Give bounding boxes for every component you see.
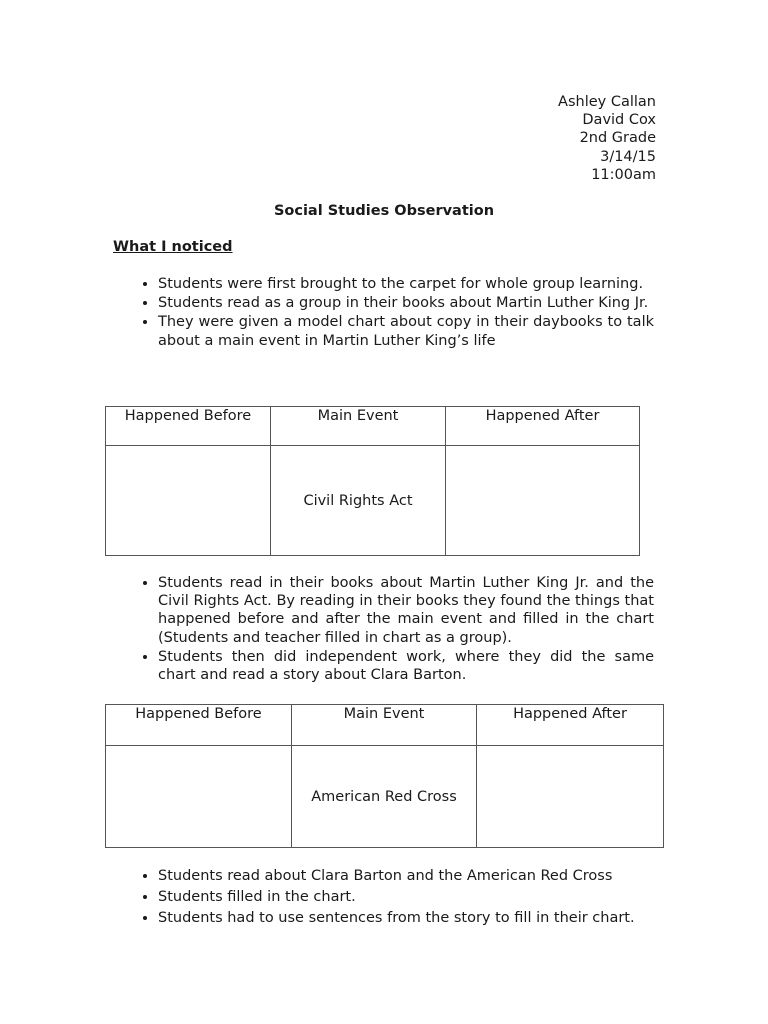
observation-date: 3/14/15 <box>600 148 656 165</box>
table-header-row <box>106 705 664 746</box>
column-header-after: Happened After <box>446 407 640 446</box>
table-cell: American Red Cross <box>292 746 477 848</box>
list-item: • They were given a model chart about copy in their daybooks to talk about a main event in Martin Luther King’s life <box>158 313 654 349</box>
grade-level: 2nd Grade <box>579 130 656 147</box>
list-item: • Students read in their books about Martin Luther King Jr. and the Civil Rights Act. By reading in their books they found the things that happened before and after the main event and filled in the chart (Students and teacher filled in chart as a group). <box>158 574 654 647</box>
document-title: Social Studies Observation <box>273 203 495 219</box>
table-cell <box>446 446 640 556</box>
list-item: • Students then did independent work, where they did the same chart and read a story about Clara Barton. <box>158 648 654 684</box>
event-chart-table <box>105 406 640 556</box>
column-header-before: Happened Before <box>106 407 271 446</box>
event-chart-table <box>105 704 664 848</box>
table-cell <box>106 746 292 848</box>
table-cell <box>477 746 664 848</box>
bullet-list <box>113 275 654 351</box>
table-header-row <box>106 407 640 446</box>
column-header-main-event: Main Event <box>292 705 477 746</box>
observation-time: 11:00am <box>591 166 656 183</box>
list-item: • Students filled in the chart. <box>158 887 654 907</box>
section-heading: What I noticed <box>113 239 233 255</box>
list-item: • Students had to use sentences from the story to fill in their chart. <box>158 908 654 928</box>
table-cell <box>106 446 271 556</box>
list-item: • Students read as a group in their books about Martin Luther King Jr. <box>158 294 654 312</box>
header-block <box>558 93 656 184</box>
author-name: Ashley Callan <box>558 94 656 110</box>
column-header-before: Happened Before <box>106 705 292 746</box>
column-header-after: Happened After <box>477 705 664 746</box>
table-row <box>106 746 664 848</box>
author-name: David Cox <box>582 112 656 129</box>
bullet-list <box>113 866 654 929</box>
bullet-list <box>113 574 654 685</box>
table-row <box>106 446 640 556</box>
list-item: • Students read about Clara Barton and the American Red Cross <box>158 866 654 886</box>
list-item: • Students were first brought to the carpet for whole group learning. <box>158 275 654 293</box>
column-header-main-event: Main Event <box>271 407 446 446</box>
table-cell: Civil Rights Act <box>271 446 446 556</box>
